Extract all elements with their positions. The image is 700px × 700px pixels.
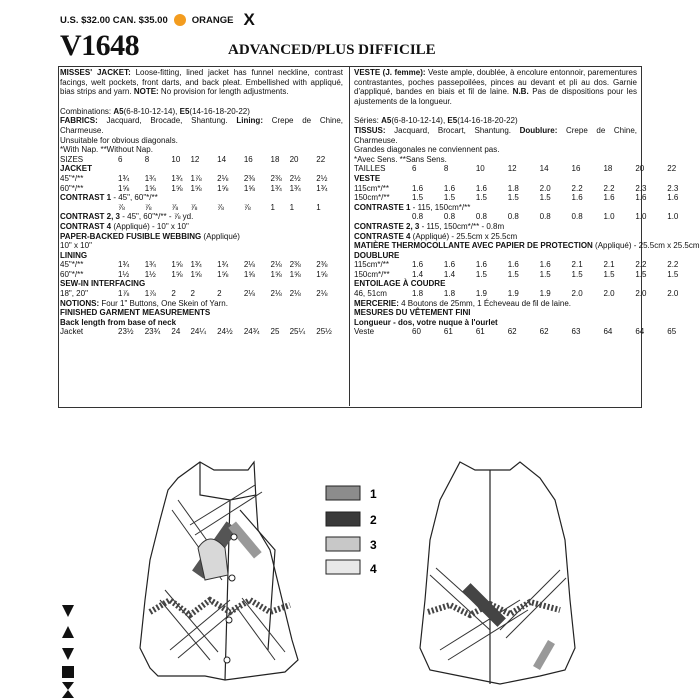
fabrics: FABRICS: Jacquard, Brocade, Shantung. Lining: Crepe de Chine, Charmeuse. <box>60 116 343 135</box>
table-row: CONTRAST 2, 3 - 45", 60"*/** - ⅞ yd. <box>60 212 194 222</box>
swatch-1 <box>326 486 360 500</box>
nap-note: *With Nap. **Without Nap. <box>60 145 153 155</box>
difficulty-mark: X <box>243 10 255 29</box>
back-view <box>420 462 575 684</box>
table-row: FINISHED GARMENT MEASUREMENTS <box>60 308 211 318</box>
table-row: Longueur - dos, votre nuque à l'ourlet <box>354 317 498 327</box>
table-row: 45"*/** 1¾ 1¾ 1¾ 1⅞ 2⅛ 2⅜ 2⅜ 2½ 2½ <box>60 173 328 183</box>
table-row: NOTIONS: Four 1" Buttons, One Skein of Yarn. <box>60 298 228 308</box>
nap-note: *Avec Sens. **Sans Sens. <box>354 154 447 164</box>
table-row: 18", 20" 1⅞ 1⅞ 2 2 2 2⅛ 2⅛ 2⅛ 2⅛ <box>60 289 328 299</box>
column-divider <box>349 66 350 406</box>
table-row: CONTRASTE 4 (Appliqué) - 25.5cm x 25.5cm <box>354 231 518 241</box>
table-row: Veste 60 61 61 62 62 63 64 64 65 <box>354 327 677 337</box>
description: MISSES' JACKET: Loose-fitting, lined jacket has funnel neckline, contrast facings, welt pockets, front darts, and back pleat. Embellished with appliqué, bias strips and yarn. NOTE: No provision for length adjustments. <box>60 68 344 97</box>
table-row: LINING <box>60 250 88 260</box>
combinations: Séries: A5(6-8-10-12-14), E5(14-16-18-20-22) <box>354 116 518 126</box>
table-row: VESTE <box>354 173 381 183</box>
price-line <box>60 10 255 30</box>
table-row: CONTRASTE 2, 3 - 115, 150cm*/** - 0.8m <box>354 221 505 231</box>
legend-label-4: 4 <box>370 562 377 576</box>
description: VESTE (J. femme): Veste ample, doublée, à encolure entonnoir, parementures contrastantes, poches passepoilées, pinces au devant et pli au dos. Garnie d'appliqué, bandes en biais et fil de laine. N.B. Pas de dispositions pour les ajustements de la longueur. <box>354 68 637 106</box>
button <box>224 657 230 663</box>
color-word: ORANGE <box>191 14 234 26</box>
button <box>226 617 232 623</box>
table-row: MATIÈRE THERMOCOLLANTE AVEC PAPIER DE PROTECTION (Appliqué) - 25.5cm x 25.5cm <box>354 241 700 251</box>
sizes-row: SIZES 6 8 10 12 14 16 18 20 22 <box>60 154 326 164</box>
table-row: DOUBLURE <box>354 250 400 260</box>
triangle-down-icon <box>62 648 74 660</box>
table-row: PAPER-BACKED FUSIBLE WEBBING (Appliqué) <box>60 231 240 241</box>
table-row: 150cm*/** 1.5 1.5 1.5 1.5 1.5 1.6 1.6 1.6 1.6 <box>354 193 679 203</box>
table-row: Jacket 23½ 23¾ 24 24¼ 24½ 24¾ 25 25¼ 25½ <box>60 327 332 337</box>
legend-label-1: 1 <box>370 487 377 501</box>
table-row: CONTRAST 1 - 45", 60"*/** <box>60 193 158 203</box>
table-row: 45"*/** 1¾ 1¾ 1⅝ 1¾ 1¾ 2⅛ 2⅛ 2⅜ 2⅜ <box>60 260 328 270</box>
margin-symbols <box>62 605 74 698</box>
swatch-2 <box>326 512 360 526</box>
unsuitable-note: Unsuitable for obvious diagonals. <box>60 135 178 145</box>
table-row: ⅞ ⅞ ⅞ ⅞ ⅞ ⅞ 1 1 1 <box>118 202 321 212</box>
table-row: 60"*/** 1⅝ 1⅝ 1⅝ 1⅝ 1⅝ 1⅝ 1¾ 1¾ 1¾ <box>60 183 328 193</box>
orange-dot-icon <box>174 14 186 26</box>
legend-label-3: 3 <box>370 538 377 552</box>
table-row: CONTRAST 4 (Appliqué) - 10" x 10" <box>60 221 189 231</box>
hourglass-icon <box>62 682 74 698</box>
table-row: 150cm*/** 1.4 1.4 1.5 1.5 1.5 1.5 1.5 1.5 1.5 <box>354 269 679 279</box>
table-row: 115cm*/** 1.6 1.6 1.6 1.6 1.6 2.1 2.1 2.2 2.2 <box>354 260 679 270</box>
sizes-row: TAILLES 6 8 10 12 14 16 18 20 22 <box>354 164 677 174</box>
swatch-4 <box>326 560 360 574</box>
table-row: SEW-IN INTERFACING <box>60 279 146 289</box>
table-row: 115cm*/** 1.6 1.6 1.6 1.8 2.0 2.2 2.2 2.3 2.3 <box>354 183 679 193</box>
table-row: Back length from base of neck <box>60 317 177 327</box>
triangle-down-icon <box>62 605 74 617</box>
fabric-legend <box>326 486 377 576</box>
unsuitable-note: Grandes diagonales ne conviennent pas. <box>354 145 500 155</box>
square-icon <box>62 666 74 678</box>
table-row: 60"*/** 1½ 1½ 1⅝ 1⅝ 1⅝ 1⅝ 1⅝ 1⅝ 1⅝ <box>60 269 328 279</box>
english-column <box>60 68 343 337</box>
button <box>229 575 235 581</box>
table-row: 46, 51cm 1.8 1.8 1.9 1.9 1.9 2.0 2.0 2.0 2.0 <box>354 289 679 299</box>
price: U.S. $32.00 CAN. $35.00 <box>60 14 168 26</box>
legend-label-2: 2 <box>370 513 377 527</box>
table-row: JACKET <box>60 164 93 174</box>
table-row: 10" x 10" <box>60 241 92 251</box>
button <box>231 534 237 540</box>
triangle-up-icon <box>62 626 74 638</box>
yardage-table <box>354 164 700 337</box>
pattern-number: V1648 <box>60 29 140 62</box>
combinations: Combinations: A5(6-8-10-12-14), E5(14-16-18-20-22) <box>60 106 250 116</box>
table-row: CONTRASTE 1 - 115, 150cm*/** <box>354 202 471 212</box>
swatch-3 <box>326 537 360 551</box>
fabrics: TISSUS: Jacquard, Brocart, Shantung. Doublure: Crepe de Chine, Charmeuse. <box>354 125 637 145</box>
table-row: MESURES DU VÊTEMENT FINI <box>354 308 471 318</box>
table-row: 0.8 0.8 0.8 0.8 0.8 0.8 1.0 1.0 1.0 <box>412 212 679 222</box>
table-row: ENTOILAGE À COUDRE <box>354 279 446 289</box>
french-column <box>354 68 700 337</box>
difficulty-level: ADVANCED/PLUS DIFFICILE <box>228 42 436 58</box>
table-row: MERCERIE: 4 Boutons de 25mm, 1 Écheveau de fil de laine. <box>354 298 571 308</box>
jacket-illustration <box>0 410 700 700</box>
yardage-table <box>60 155 343 337</box>
